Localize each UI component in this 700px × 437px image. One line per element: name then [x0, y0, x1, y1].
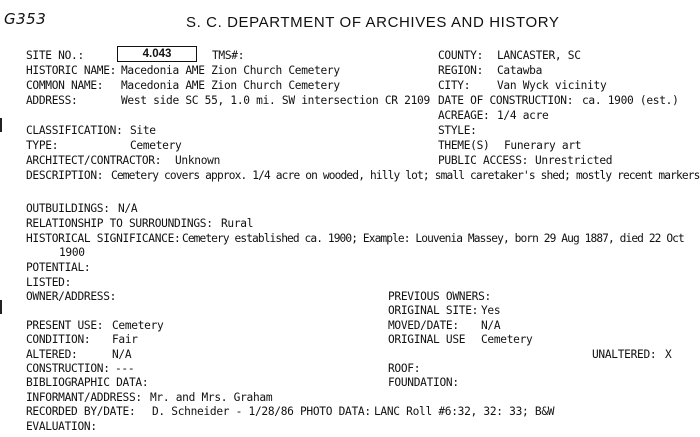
historic-name-value: Macedonia AME Zion Church Cemetery	[121, 64, 340, 77]
altered-label: ALTERED:	[26, 348, 78, 361]
moved-date-label: MOVED/DATE:	[388, 319, 459, 332]
present-use-value: Cemetery	[112, 319, 164, 332]
construction-label: CONSTRUCTION:	[26, 362, 110, 375]
unaltered-label: UNALTERED:	[592, 348, 657, 361]
themes-value: Funerary art	[504, 139, 582, 152]
description-label: DESCRIPTION:	[26, 169, 104, 182]
address-value: West side SC 55, 1.0 mi. SW intersection CR 2109	[121, 94, 430, 107]
margin-mark	[0, 300, 2, 314]
evaluation-label: EVALUATION:	[26, 420, 97, 433]
region-label: REGION:	[438, 64, 484, 77]
county-value: LANCASTER, SC	[497, 49, 581, 62]
photo-value: LANC Roll #6:32, 32: 33; B&W	[374, 405, 555, 418]
city-label: CITY:	[438, 79, 471, 92]
present-use-label: PRESENT USE:	[26, 319, 104, 332]
condition-value: Fair	[112, 333, 138, 346]
previous-owners-label: PREVIOUS OWNERS:	[388, 290, 491, 303]
type-label: TYPE:	[26, 139, 59, 152]
site-no-label: SITE NO.:	[26, 49, 84, 62]
foundation-label: FOUNDATION:	[388, 376, 459, 389]
county-label: COUNTY:	[438, 49, 484, 62]
moved-date-value: N/A	[481, 319, 501, 332]
common-name-label: COMMON NAME:	[26, 79, 104, 92]
significance-value: Cemetery established ca. 1900; Example: Louvenia Massey, born 29 Aug 1887, died 22 Oct	[182, 232, 684, 245]
classification-value: Site	[130, 124, 156, 137]
listed-label: LISTED:	[26, 276, 72, 289]
construction-value: ---	[115, 362, 135, 375]
unaltered-value: X	[665, 348, 672, 361]
recorded-label: RECORDED BY/DATE:	[26, 405, 136, 418]
themes-label: THEME(S)	[438, 139, 490, 152]
roof-label: ROOF:	[388, 362, 421, 375]
owner-label: OWNER/ADDRESS:	[26, 290, 117, 303]
margin-mark	[0, 118, 2, 132]
outbuildings-label: OUTBUILDINGS:	[26, 202, 110, 215]
significance-label: HISTORICAL SIGNIFICANCE:	[26, 232, 181, 245]
potential-label: POTENTIAL:	[26, 261, 91, 274]
doc-number: G353	[4, 10, 47, 28]
informant-label: INFORMANT/ADDRESS:	[26, 391, 142, 404]
outbuildings-value: N/A	[118, 202, 138, 215]
common-name-value: Macedonia AME Zion Church Cemetery	[121, 79, 340, 92]
recorded-value: D. Schneider - 1/28/86	[152, 405, 294, 418]
page-title: S. C. DEPARTMENT OF ARCHIVES AND HISTORY	[186, 14, 560, 31]
site-no-box: 4.043	[117, 46, 197, 62]
acreage-value: 1/4 acre	[497, 109, 549, 122]
informant-value: Mr. and Mrs. Graham	[150, 391, 273, 404]
significance-cont: 1900	[59, 246, 85, 259]
architect-label: ARCHITECT/CONTRACTOR:	[26, 154, 162, 167]
type-value: Cemetery	[130, 139, 182, 152]
style-label: STYLE:	[438, 124, 477, 137]
tms-label: TMS#:	[212, 49, 245, 62]
description-value: Cemetery covers approx. 1/4 acre on wooded, hilly lot; small caretaker's shed; mostly recent markers	[111, 169, 700, 182]
date-value: ca. 1900 (est.)	[582, 94, 679, 107]
date-label: DATE OF CONSTRUCTION:	[438, 94, 574, 107]
architect-value: Unknown	[175, 154, 221, 167]
classification-label: CLASSIFICATION:	[26, 124, 123, 137]
relationship-value: Rural	[221, 217, 254, 230]
public-access-value: Unrestricted	[535, 154, 613, 167]
original-use-value: Cemetery	[481, 333, 533, 346]
city-value: Van Wyck vicinity	[497, 79, 607, 92]
public-access-label: PUBLIC ACCESS:	[438, 154, 529, 167]
altered-value: N/A	[112, 348, 132, 361]
acreage-label: ACREAGE:	[438, 109, 490, 122]
region-value: Catawba	[497, 64, 543, 77]
address-label: ADDRESS:	[26, 94, 78, 107]
original-use-label: ORIGINAL USE	[388, 333, 466, 346]
relationship-label: RELATIONSHIP TO SURROUNDINGS:	[26, 217, 213, 230]
bibliographic-label: BIBLIOGRAPHIC DATA:	[26, 376, 149, 389]
original-site-value: Yes	[481, 304, 501, 317]
condition-label: CONDITION:	[26, 333, 91, 346]
historic-name-label: HISTORIC NAME:	[26, 64, 117, 77]
original-site-label: ORIGINAL SITE:	[388, 304, 479, 317]
photo-label: PHOTO DATA:	[300, 405, 371, 418]
